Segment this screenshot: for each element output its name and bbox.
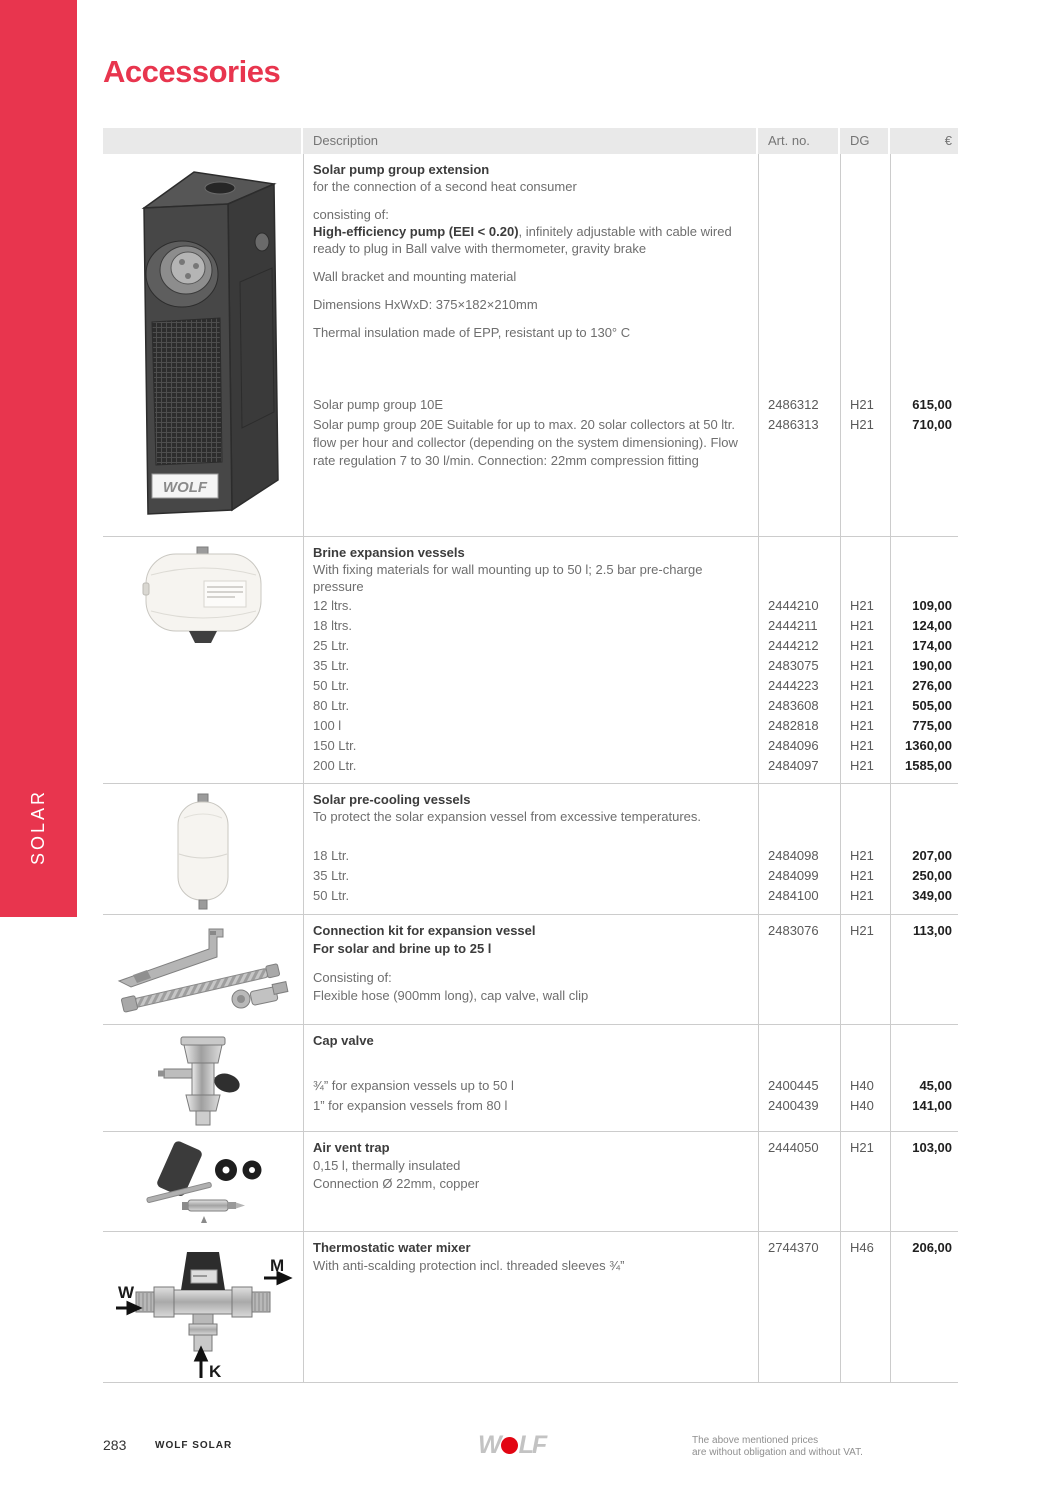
item-price: 250,00 (912, 868, 952, 883)
column-divider (758, 1232, 759, 1382)
column-divider (840, 1025, 841, 1131)
item-dg-code: H40 (850, 1098, 874, 1113)
product-image-pump-group (103, 154, 303, 536)
item-art-no: 2483608 (768, 698, 819, 713)
description-line: To protect the solar expansion vessel from excessive temperatures. (313, 809, 702, 824)
item-dg-code: H21 (850, 888, 874, 903)
item-description (303, 1239, 758, 1275)
item-dg-code: H21 (850, 923, 874, 938)
description-line: With fixing materials for wall mounting up to 50 l; 2.5 bar pre-charge pressure (313, 562, 703, 594)
description-line: 80 Ltr. (313, 698, 350, 713)
item-description (303, 1139, 758, 1193)
item-price: 505,00 (912, 698, 952, 713)
item-dg-code: H21 (850, 738, 874, 753)
description-line: 150 Ltr. (313, 738, 357, 753)
catalog-item-row (303, 847, 958, 865)
item-dg-code: H21 (850, 698, 874, 713)
product-image-connection-kit (103, 915, 303, 1024)
item-art-no: 2400445 (768, 1078, 819, 1093)
description-line: Cap valve (313, 1033, 374, 1048)
catalog-item-row (303, 887, 958, 905)
catalog-item-row (303, 396, 958, 414)
text-spacer (313, 313, 752, 324)
column-divider (840, 537, 841, 783)
item-description (303, 637, 758, 655)
product-intro-text (303, 1032, 758, 1049)
product-intro-text (303, 791, 758, 825)
column-divider (303, 154, 304, 536)
catalog-item-row (303, 416, 958, 470)
description-line: Solar pre-cooling vessels (313, 792, 471, 807)
item-dg-code: H21 (850, 598, 874, 613)
item-dg-code: H40 (850, 1078, 874, 1093)
item-art-no: 2400439 (768, 1098, 819, 1113)
description-line: for the connection of a second heat consumer (313, 179, 577, 194)
solar-section-tab (0, 0, 77, 917)
price-disclaimer (692, 1435, 863, 1459)
column-divider (840, 784, 841, 914)
item-description (303, 416, 758, 470)
column-divider (758, 1132, 759, 1231)
item-art-no: 2744370 (768, 1240, 819, 1255)
item-dg-code: H21 (850, 638, 874, 653)
column-divider (758, 1025, 759, 1131)
product-image-brine-vessel (103, 537, 303, 783)
description-line: 25 Ltr. (313, 638, 350, 653)
item-price: 109,00 (912, 598, 952, 613)
item-price: 615,00 (912, 397, 952, 412)
description-line: Flexible hose (900mm long), cap valve, wall clip (313, 988, 589, 1003)
item-description (303, 697, 758, 715)
item-price: 174,00 (912, 638, 952, 653)
sidebar-label: SOLAR (28, 788, 48, 865)
column-divider (840, 1232, 841, 1382)
product-rows (103, 154, 958, 1383)
item-art-no: 2483076 (768, 923, 819, 938)
product-description-cell (303, 154, 958, 536)
description-line: Wall bracket and mounting material (313, 269, 517, 284)
catalog-item-row (303, 757, 958, 775)
description-line: 50 Ltr. (313, 678, 350, 693)
item-art-no: 2484100 (768, 888, 819, 903)
item-description (303, 657, 758, 675)
column-divider (758, 915, 759, 1024)
item-art-no: 2484098 (768, 848, 819, 863)
catalog-item-row (303, 657, 958, 675)
description-line: Thermostatic water mixer (313, 1240, 471, 1255)
catalog-item-row (303, 717, 958, 735)
product-row-brine-expansion-vessels (103, 537, 958, 784)
product-image-air-vent-trap (103, 1132, 303, 1231)
item-dg-code: H21 (850, 758, 874, 773)
description-line: 50 Ltr. (313, 888, 350, 903)
product-intro-text (303, 544, 758, 595)
item-art-no: 2483075 (768, 658, 819, 673)
item-description (303, 717, 758, 735)
svg-text:WOLF: WOLF (162, 479, 207, 496)
column-divider (840, 1132, 841, 1231)
column-divider (758, 784, 759, 914)
wolf-logo (478, 1431, 545, 1460)
header-image-column (103, 128, 301, 154)
description-line: 1” for expansion vessels from 80 l (313, 1098, 508, 1113)
description-line: 100 l (313, 718, 342, 733)
page-title: Accessories (103, 54, 281, 89)
item-price: 190,00 (912, 658, 952, 673)
column-divider (303, 537, 304, 783)
item-art-no: 2484099 (768, 868, 819, 883)
item-price: 124,00 (912, 618, 952, 633)
item-price: 206,00 (912, 1240, 952, 1255)
description-line: Solar pump group 10E (313, 397, 444, 412)
column-divider (890, 537, 891, 783)
catalog-item-row (303, 697, 958, 715)
item-art-no: 2444210 (768, 598, 819, 613)
item-description (303, 677, 758, 695)
column-divider (303, 784, 304, 914)
item-art-no: 2484096 (768, 738, 819, 753)
product-description-cell (303, 537, 958, 783)
catalog-item-row (303, 597, 958, 615)
product-row-connection-kit-for-expansion-vessel (103, 915, 958, 1025)
product-description-cell (303, 1132, 958, 1231)
header-currency: € (890, 128, 958, 154)
item-dg-code: H21 (850, 678, 874, 693)
description-line: consisting of: (313, 207, 389, 222)
item-description (303, 617, 758, 635)
column-divider (840, 154, 841, 536)
logo-red-dot-icon (501, 1437, 518, 1454)
disclaimer-line-1: The above mentioned prices (692, 1435, 819, 1446)
catalog-item-row (303, 1097, 958, 1115)
item-dg-code: H46 (850, 1240, 874, 1255)
item-description (303, 396, 758, 414)
description-line: Thermal insulation made of EPP, resistant up to 130° C (313, 325, 631, 340)
item-description (303, 1077, 758, 1095)
text-spacer (313, 285, 752, 296)
column-divider (758, 154, 759, 536)
item-price: 349,00 (912, 888, 952, 903)
catalog-item-row (303, 1139, 958, 1193)
svg-text:M: M (270, 1256, 285, 1275)
item-description (303, 597, 758, 615)
disclaimer-line-2: are without obligation and without VAT. (692, 1447, 863, 1458)
item-price: 45,00 (919, 1078, 952, 1093)
column-divider (890, 154, 891, 536)
item-price: 103,00 (912, 1140, 952, 1155)
product-description-cell (303, 1025, 958, 1131)
item-dg-code: H21 (850, 848, 874, 863)
item-price: 710,00 (912, 417, 952, 432)
footer-brand-label: WOLF SOLAR (155, 1440, 233, 1451)
item-art-no: 2444223 (768, 678, 819, 693)
column-divider (890, 1232, 891, 1382)
svg-text:W: W (118, 1283, 135, 1302)
column-divider (303, 915, 304, 1024)
item-art-no: 2482818 (768, 718, 819, 733)
text-spacer (313, 958, 752, 969)
description-line: Air vent trap (313, 1140, 390, 1155)
catalog-item-row (303, 617, 958, 635)
catalog-item-row (303, 677, 958, 695)
column-divider (890, 1132, 891, 1231)
catalog-item-row (303, 1239, 958, 1275)
item-dg-code: H21 (850, 868, 874, 883)
product-row-cap-valve (103, 1025, 958, 1132)
description-line: 35 Ltr. (313, 658, 350, 673)
column-divider (758, 537, 759, 783)
item-description (303, 887, 758, 905)
column-divider (303, 1132, 304, 1231)
catalog-item-row (303, 637, 958, 655)
item-dg-code: H21 (850, 718, 874, 733)
header-art-no: Art. no. (758, 128, 838, 154)
item-description (303, 1097, 758, 1115)
description-line: With anti-scalding protection incl. threaded sleeves ¾” (313, 1258, 625, 1273)
header-description: Description (303, 128, 756, 154)
page-footer (0, 1430, 1061, 1480)
description-line: High-efficiency pump (EEI < 0.20), infinitely adjustable with cable wired ready to plug in Ball valve with thermometer, gravity brake (313, 224, 732, 256)
description-line: For solar and brine up to 25 l (313, 941, 492, 956)
product-image-water-mixer (103, 1232, 303, 1382)
item-art-no: 2486313 (768, 417, 819, 432)
product-image-precool-vessel (103, 784, 303, 914)
item-price: 1360,00 (905, 738, 952, 753)
item-dg-code: H21 (850, 658, 874, 673)
description-line: 0,15 l, thermally insulated (313, 1158, 461, 1173)
catalog-item-row (303, 867, 958, 885)
item-art-no: 2444211 (768, 618, 818, 633)
description-line: Connection Ø 22mm, copper (313, 1176, 480, 1191)
text-spacer (313, 195, 752, 206)
item-dg-code: H21 (850, 1140, 874, 1155)
product-row-thermostatic-water-mixer (103, 1232, 958, 1383)
item-description (303, 757, 758, 775)
item-description (303, 922, 758, 1005)
column-divider (303, 1025, 304, 1131)
description-line: 35 Ltr. (313, 868, 350, 883)
catalog-item-row (303, 1077, 958, 1095)
product-description-cell (303, 1232, 958, 1382)
product-image-cap-valve (103, 1025, 303, 1131)
item-art-no: 2486312 (768, 397, 819, 412)
page-number: 283 (103, 1437, 127, 1453)
description-line: ¾” for expansion vessels up to 50 l (313, 1078, 514, 1093)
svg-text:K: K (209, 1362, 222, 1381)
item-price: 207,00 (912, 848, 952, 863)
product-row-solar-pump-group-extension (103, 154, 958, 537)
product-row-solar-pre-cooling-vessels (103, 784, 958, 915)
description-line: 18 ltrs. (313, 618, 353, 633)
item-description (303, 847, 758, 865)
description-line: Dimensions HxWxD: 375×182×210mm (313, 297, 538, 312)
logo-letters-lf: LF (518, 1431, 546, 1459)
header-dg: DG (840, 128, 888, 154)
logo-letter-w: W (478, 1431, 500, 1459)
item-dg-code: H21 (850, 397, 874, 412)
item-art-no: 2444212 (768, 638, 819, 653)
column-divider (890, 784, 891, 914)
product-description-cell (303, 915, 958, 1024)
description-line: 12 ltrs. (313, 598, 353, 613)
item-description (303, 737, 758, 755)
item-price: 141,00 (912, 1098, 952, 1113)
column-divider (303, 1232, 304, 1382)
item-price: 775,00 (912, 718, 952, 733)
product-description-cell (303, 784, 958, 914)
item-art-no: 2484097 (768, 758, 819, 773)
item-dg-code: H21 (850, 417, 874, 432)
description-line: 18 Ltr. (313, 848, 350, 863)
description-line: Brine expansion vessels (313, 545, 465, 560)
column-divider (840, 915, 841, 1024)
description-line: Connection kit for expansion vessel (313, 923, 536, 938)
item-price: 276,00 (912, 678, 952, 693)
column-divider (890, 1025, 891, 1131)
product-intro-text (303, 161, 758, 341)
table-header (103, 128, 958, 154)
product-row-air-vent-trap (103, 1132, 958, 1232)
item-description (303, 867, 758, 885)
description-line: Consisting of: (313, 970, 392, 985)
catalog-item-row (303, 737, 958, 755)
item-art-no: 2444050 (768, 1140, 819, 1155)
item-price: 1585,00 (905, 758, 952, 773)
description-line: 200 Ltr. (313, 758, 357, 773)
item-dg-code: H21 (850, 618, 874, 633)
accessories-table (103, 128, 958, 1383)
description-line: Solar pump group 20E Suitable for up to max. 20 solar collectors at 50 ltr. flow per hour and collector (depending on the system dimensioning). Flow rate regulation 7 to 30 l/min. Connection: 22mm compression fitting (313, 417, 738, 468)
item-price: 113,00 (912, 923, 952, 938)
description-line: Solar pump group extension (313, 162, 490, 177)
text-spacer (313, 257, 752, 268)
column-divider (890, 915, 891, 1024)
catalog-item-row (303, 922, 958, 1005)
